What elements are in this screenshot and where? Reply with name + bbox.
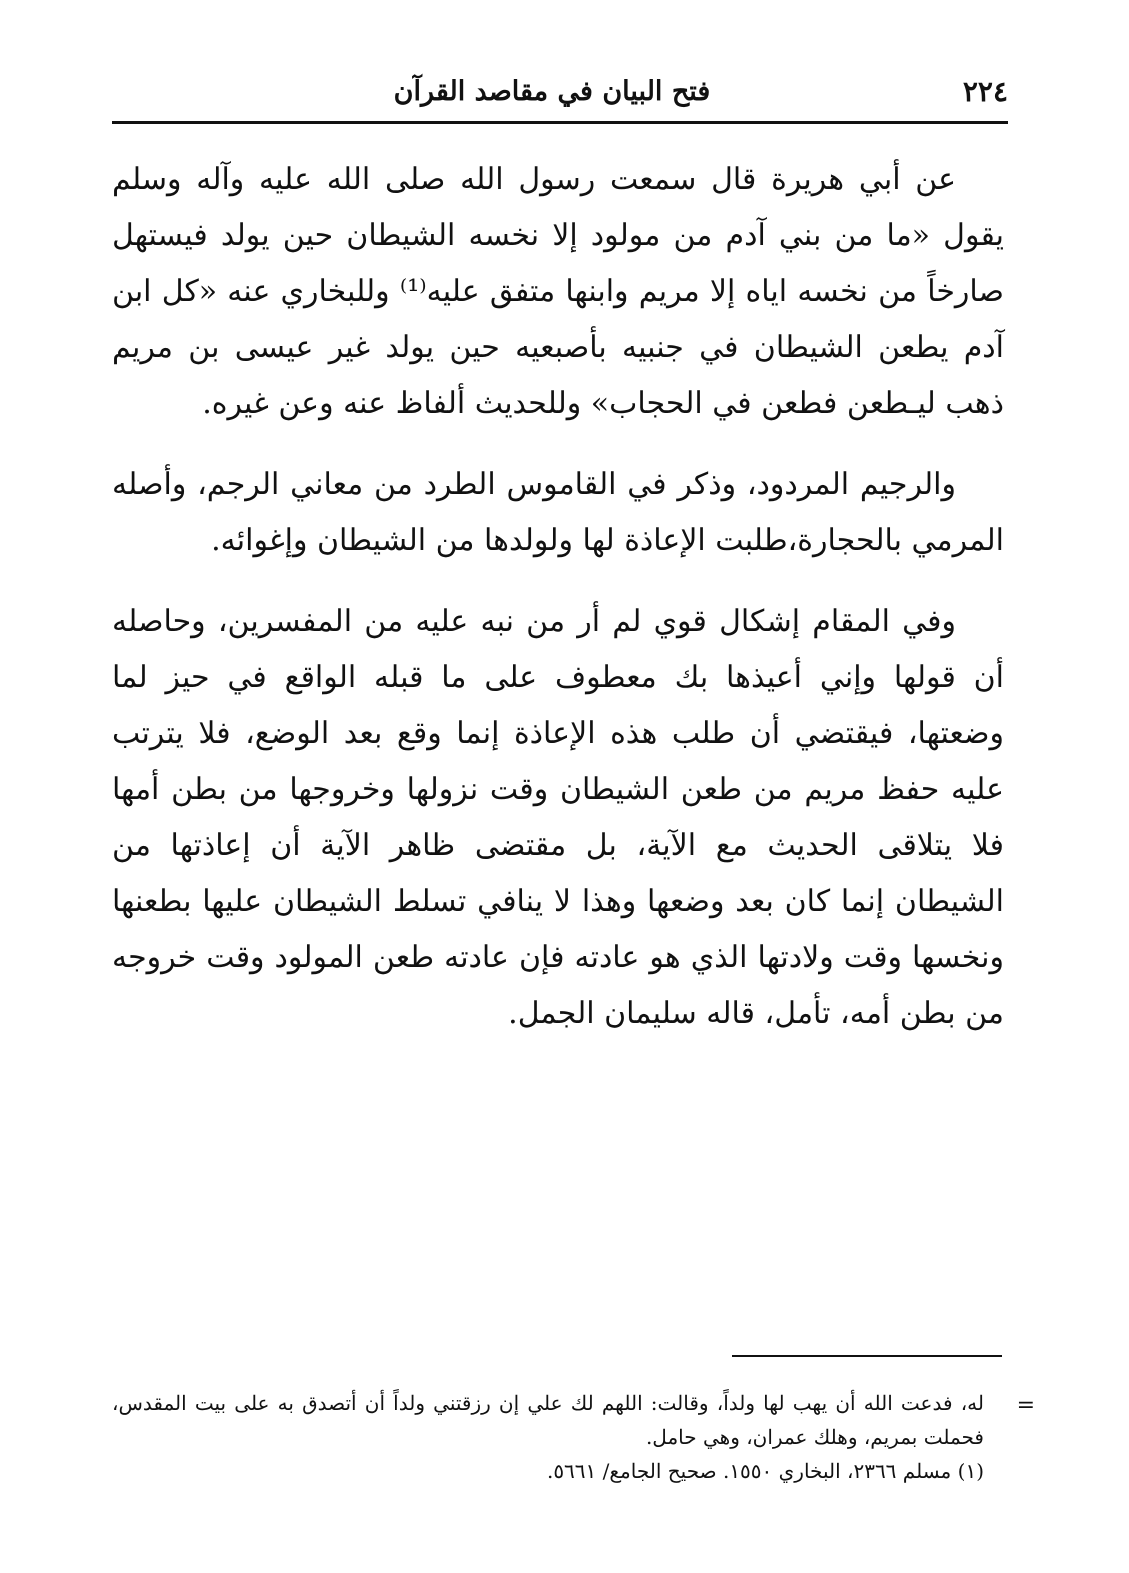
footnote-separator: [732, 1355, 1002, 1357]
footnote-1: (١) مسلم ٢٣٦٦، البخاري ١٥٥٠. صحيح الجامع/ ٥٦٦١.: [546, 1459, 984, 1483]
footnote-continued: له، فدعت الله أن يهب لها ولداً، وقالت: اللهم لك علي إن رزقتني ولداً أن أتصدق به على بيت المقدس، فحملت بمريم، وهلك عمران، وهي حامل.: [112, 1391, 984, 1449]
page-header: [112, 70, 1008, 118]
footnotes: [112, 1386, 984, 1488]
header-rule: [112, 121, 1008, 124]
running-title: فتح البيان في مقاصد القرآن: [393, 76, 711, 107]
paragraph-problem: وفي المقام إشكال قوي لم أر من نبه عليه من المفسرين، وحاصله أن قولها وإني أعيذها بك معطوف على ما قبله الواقع في حيز لما وضعتها، فيقتضي أن طلب هذه الإعاذة إنما وقع بعد الوضع، فلا يترتب عليه حفظ مريم من طعن الشيطان وقت نزولها وخروجها من بطن أمها فلا يتلاقى الحديث مع الآية، بل مقتضى ظاهر الآية أن إعاذتها من الشيطان إنما كان بعد وضعها وهذا لا ينافي تسلط الشيطان عليها بطعنها ونخسها وقت ولادتها الذي هو عادته فإن عادته طعن المولود وقت خروجه من بطن أمه، تأمل، قاله سليمان الجمل.: [112, 604, 1004, 1031]
paragraph-hadith: عن أبي هريرة قال سمعت رسول الله صلى الله عليه وآله وسلم يقول «ما من بني آدم من مولود إلا نخسه الشيطان حين يولد فيستهل صارخاً من نخسه اياه إلا مريم وابنها متفق عليه⁽¹⁾ وللبخاري عنه «كل ابن آدم يطعن الشيطان في جنبيه بأصبعيه حين يولد غير عيسى بن مريم ذهب ليـطعن فطعن في الحجاب» وللحديث ألفاظ عنه وعن غيره.: [112, 162, 1004, 421]
paragraph-rajim: والرجيم المردود، وذكر في القاموس الطرد من معاني الرجم، وأصله المرمي بالحجارة،طلبت الإعاذة لها ولولدها من الشيطان وإغوائه.: [112, 467, 1004, 558]
footnote-continuation-mark: =: [1016, 1393, 1035, 1418]
main-text: [112, 152, 1004, 1042]
page-number: ٢٢٤: [962, 75, 1008, 108]
